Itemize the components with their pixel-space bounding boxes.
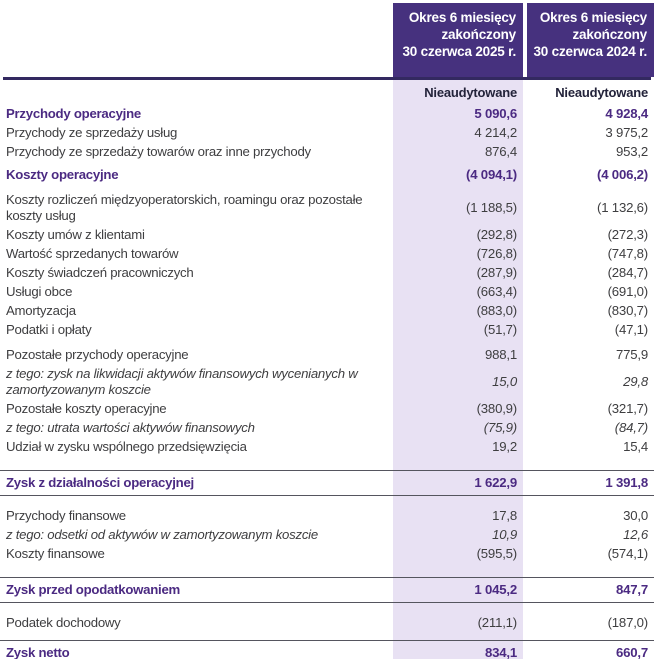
row-label: Udział w zysku wspólnego przedsięwzięcia — [6, 438, 247, 454]
row-value-2024: 4 928,4 — [605, 105, 648, 121]
row-value-2024: 775,9 — [615, 346, 648, 362]
table-row — [0, 577, 654, 603]
table-row — [0, 502, 654, 525]
row-value-2025: 10,9 — [492, 526, 517, 542]
table-row — [0, 640, 654, 659]
row-label: Usługi obce — [6, 283, 73, 299]
row-value-2025: (211,1) — [477, 614, 517, 630]
row-value-2024: (1 132,6) — [597, 199, 648, 215]
subheader-row — [0, 80, 654, 104]
table-row — [0, 339, 654, 364]
table-row — [0, 263, 654, 282]
table-row — [0, 418, 654, 437]
row-value-2024: 15,4 — [623, 438, 648, 454]
row-value-2025: 17,8 — [492, 507, 517, 523]
period-header-line: 30 czerwca 2024 r. — [533, 44, 647, 59]
period-header-2024 — [527, 3, 654, 77]
row-label: z tego: utrata wartości aktywów finansowych — [6, 419, 255, 435]
row-value-2024: (321,7) — [607, 400, 648, 416]
row-value-2025: (292,8) — [476, 226, 517, 242]
row-label: Przychody ze sprzedaży towarów oraz inne przychody — [6, 143, 311, 159]
row-value-2024: (4 006,2) — [597, 166, 648, 182]
row-value-2024: 660,7 — [615, 645, 648, 659]
row-label: Podatek dochodowy — [6, 614, 121, 630]
row-value-2024: (691,0) — [607, 283, 648, 299]
table-row — [0, 104, 654, 123]
row-label: Amortyzacja — [6, 302, 76, 318]
row-label: z tego: odsetki od aktywów w zamortyzowanym koszcie — [6, 526, 318, 542]
row-label: Zysk przed opodatkowaniem — [6, 582, 181, 597]
row-label: Koszty umów z klientami — [6, 226, 145, 242]
row-value-2025: (287,9) — [476, 264, 517, 280]
row-value-2025: (75,9) — [483, 419, 517, 435]
table-row — [0, 282, 654, 301]
row-value-2025: 5 090,6 — [474, 105, 517, 121]
row-label: Koszty świadczeń pracowniczych — [6, 264, 194, 280]
row-value-2025: (1 188,5) — [466, 199, 517, 215]
row-label: Wartość sprzedanych towarów — [6, 245, 179, 261]
row-value-2024: (574,1) — [607, 545, 648, 561]
row-value-2024: 29,8 — [623, 373, 648, 389]
row-label: z tego: zysk na likwidacji aktywów finansowych wycenianych w zamortyzowanym koszcie — [6, 365, 358, 397]
table-row — [0, 225, 654, 244]
table-body — [0, 104, 654, 659]
row-value-2025: 1 045,2 — [474, 582, 517, 597]
row-value-2025: 1 622,9 — [474, 475, 517, 490]
subheader-2024: Nieaudytowane — [555, 84, 648, 100]
row-value-2025: 4 214,2 — [474, 124, 517, 140]
row-value-2025: (380,9) — [476, 400, 517, 416]
row-value-2025: (595,5) — [476, 545, 517, 561]
table-row — [0, 399, 654, 418]
row-label: Przychody finansowe — [6, 507, 126, 523]
row-value-2024: 3 975,2 — [605, 124, 648, 140]
row-value-2024: (830,7) — [607, 302, 648, 318]
row-value-2024: 12,6 — [623, 526, 648, 542]
table-row — [0, 123, 654, 142]
table-row — [0, 184, 654, 225]
row-label: Podatki i opłaty — [6, 321, 92, 337]
table-row — [0, 320, 654, 339]
period-header-line: Okres 6 miesięcy — [408, 10, 516, 25]
row-label: Koszty rozliczeń międzyoperatorskich, roamingu oraz pozostałe koszty usług — [6, 191, 363, 223]
row-value-2025: (4 094,1) — [466, 166, 517, 182]
row-value-2024: 30,0 — [623, 507, 648, 523]
period-header-line: zakończony — [572, 27, 647, 42]
row-value-2025: (51,7) — [483, 321, 517, 337]
table-row — [0, 544, 654, 563]
row-value-2024: (47,1) — [614, 321, 648, 337]
table-row — [0, 470, 654, 496]
row-value-2025: 19,2 — [492, 438, 517, 454]
row-label: Pozostałe przychody operacyjne — [6, 346, 189, 362]
table-row — [0, 525, 654, 544]
row-value-2024: 1 391,8 — [605, 475, 648, 490]
row-label: Przychody ze sprzedaży usług — [6, 124, 178, 140]
row-label: Przychody operacyjne — [6, 105, 141, 121]
row-label: Koszty operacyjne — [6, 166, 119, 182]
row-label: Zysk z działalności operacyjnej — [6, 475, 194, 490]
row-value-2024: (284,7) — [607, 264, 648, 280]
row-label: Zysk netto — [6, 645, 70, 659]
period-header-2025 — [393, 3, 523, 77]
row-value-2025: (663,4) — [476, 283, 517, 299]
row-value-2024: 847,7 — [615, 582, 648, 597]
row-value-2024: (747,8) — [607, 245, 648, 261]
row-value-2025: 834,1 — [484, 645, 517, 659]
row-value-2025: (726,8) — [476, 245, 517, 261]
row-value-2025: 15,0 — [492, 373, 517, 389]
header-spacer — [0, 0, 393, 77]
period-header-line: zakończony — [441, 27, 516, 42]
subheader-2025: Nieaudytowane — [424, 84, 517, 100]
row-label: Pozostałe koszty operacyjne — [6, 400, 167, 416]
table-header-row — [0, 0, 654, 77]
row-value-2024: (272,3) — [607, 226, 648, 242]
row-label: Koszty finansowe — [6, 545, 105, 561]
row-value-2024: (187,0) — [607, 614, 648, 630]
period-header-line: 30 czerwca 2025 r. — [402, 44, 516, 59]
row-value-2025: 988,1 — [484, 346, 517, 362]
row-value-2025: 876,4 — [484, 143, 517, 159]
row-value-2024: 953,2 — [615, 143, 648, 159]
table-row — [0, 142, 654, 161]
table-row — [0, 609, 654, 632]
period-header-line: Okres 6 miesięcy — [539, 10, 647, 25]
table-row — [0, 161, 654, 184]
row-value-2024: (84,7) — [614, 419, 648, 435]
table-row — [0, 437, 654, 456]
row-value-2025: (883,0) — [476, 302, 517, 318]
table-row — [0, 244, 654, 263]
table-row — [0, 364, 654, 399]
table-row — [0, 301, 654, 320]
